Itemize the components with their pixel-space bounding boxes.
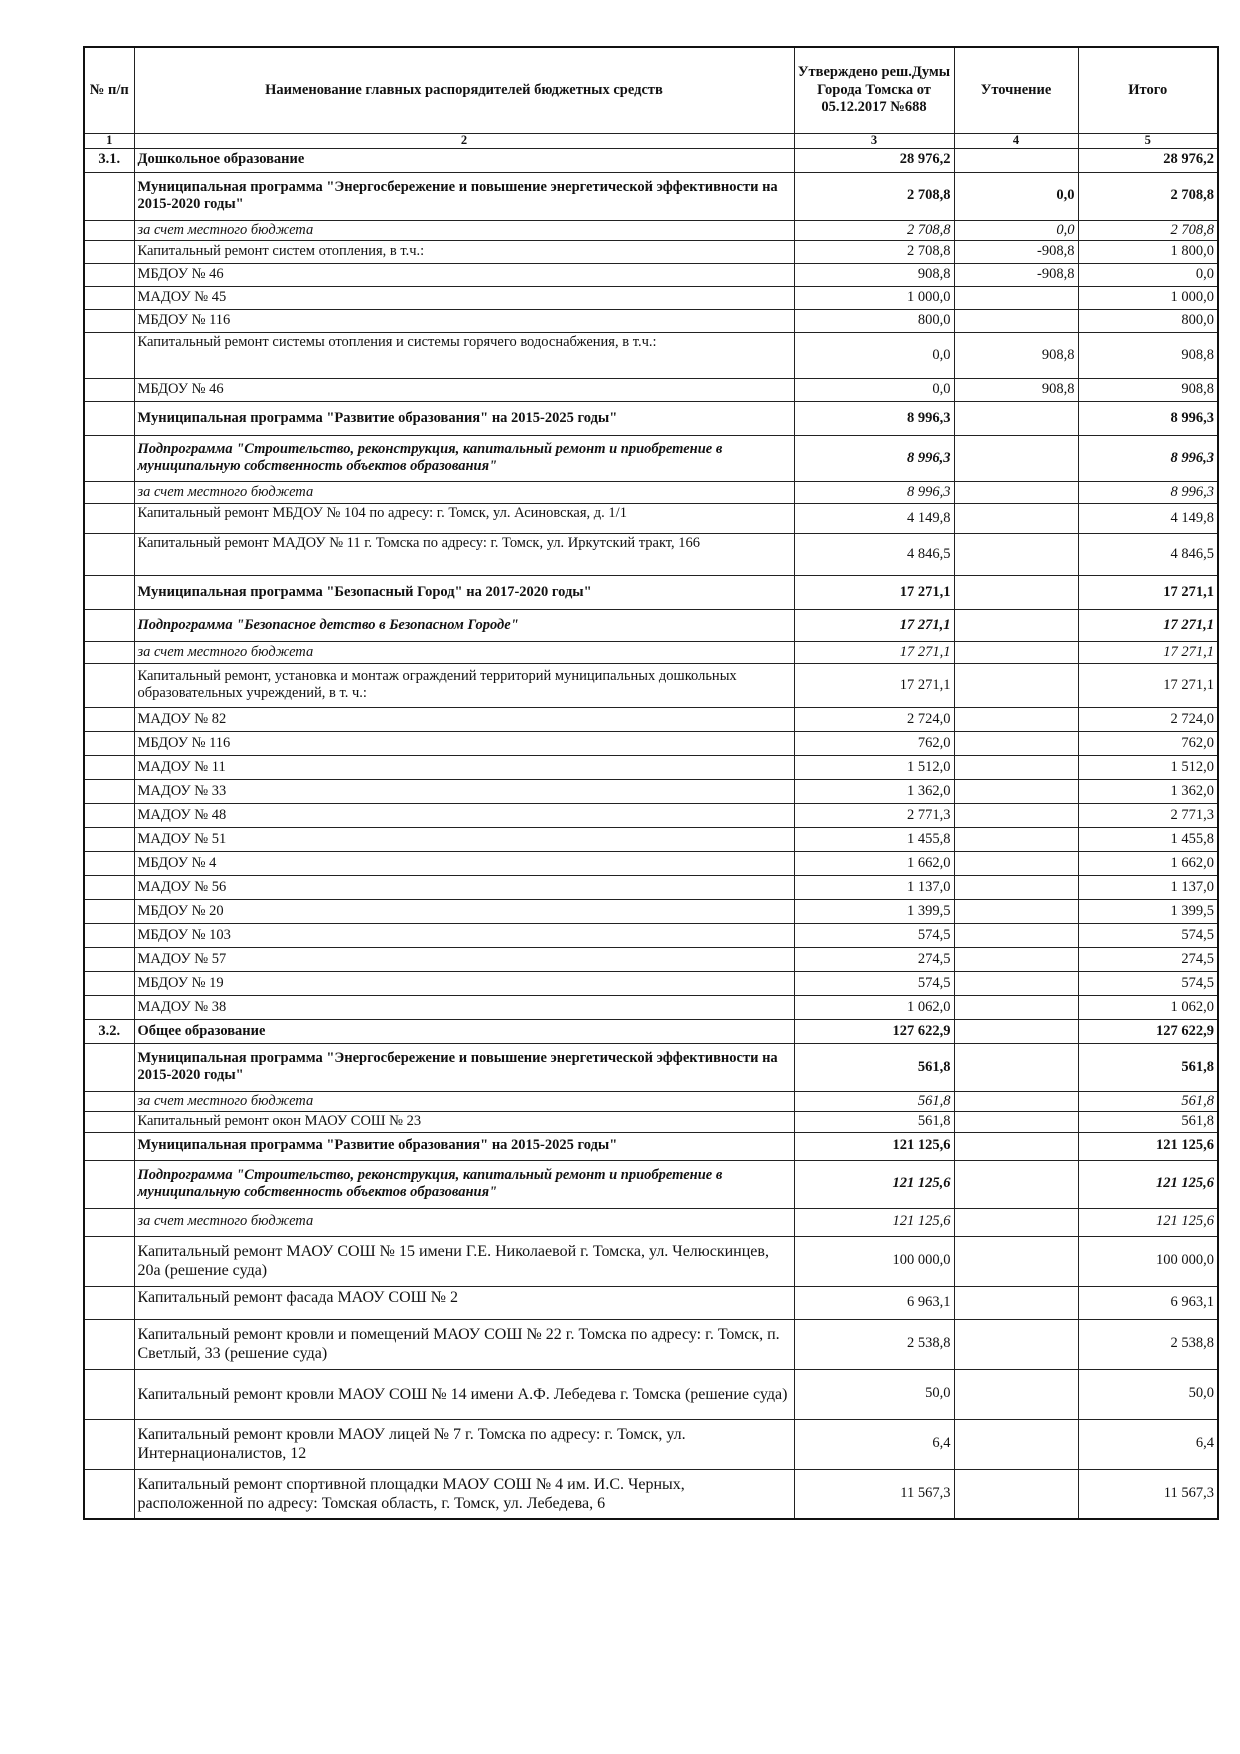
- row-number: [84, 378, 134, 401]
- table-row: [84, 1236, 1218, 1286]
- table-row: [84, 263, 1218, 286]
- row-name: МБДОУ № 116: [134, 309, 794, 332]
- row-number: [84, 947, 134, 971]
- col-number-1: 1: [84, 133, 134, 148]
- row-total-value: 121 125,6: [1078, 1208, 1218, 1236]
- row-number: [84, 1208, 134, 1236]
- table-row: [84, 851, 1218, 875]
- row-change-value: [954, 609, 1078, 641]
- row-change-value: [954, 971, 1078, 995]
- row-name: МАДОУ № 38: [134, 995, 794, 1019]
- row-total-value: 274,5: [1078, 947, 1218, 971]
- table-row: [84, 1043, 1218, 1091]
- row-number: [84, 401, 134, 435]
- row-total-value: 17 271,1: [1078, 641, 1218, 663]
- row-approved-value: 28 976,2: [794, 148, 954, 172]
- row-name: Капитальный ремонт, установка и монтаж ограждений территорий муниципальных дошкольных образовательных учреждений, в т. ч.:: [134, 663, 794, 707]
- row-number: [84, 755, 134, 779]
- row-approved-value: 121 125,6: [794, 1208, 954, 1236]
- table-row: [84, 609, 1218, 641]
- row-name: МАДОУ № 11: [134, 755, 794, 779]
- row-name: МАДОУ № 56: [134, 875, 794, 899]
- row-approved-value: 574,5: [794, 971, 954, 995]
- row-number: [84, 575, 134, 609]
- table-row: [84, 503, 1218, 533]
- row-approved-value: 1 512,0: [794, 755, 954, 779]
- row-number: [84, 923, 134, 947]
- row-total-value: 574,5: [1078, 923, 1218, 947]
- row-name: МБДОУ № 46: [134, 263, 794, 286]
- row-total-value: 6,4: [1078, 1419, 1218, 1469]
- table-row: [84, 1112, 1218, 1132]
- row-approved-value: 17 271,1: [794, 641, 954, 663]
- row-change-value: [954, 309, 1078, 332]
- row-change-value: [954, 663, 1078, 707]
- table-row: [84, 947, 1218, 971]
- row-name: за счет местного бюджета: [134, 1208, 794, 1236]
- row-name: Капитальный ремонт системы отопления и системы горячего водоснабжения, в т.ч.:: [134, 332, 794, 378]
- row-name: Капитальный ремонт спортивной площадки МАОУ СОШ № 4 им. И.С. Черных, расположенной по адресу: Томская область, г. Томск, ул. Лебедева, 6: [134, 1469, 794, 1519]
- row-approved-value: 8 996,3: [794, 481, 954, 503]
- row-approved-value: 2 708,8: [794, 240, 954, 263]
- row-change-value: -908,8: [954, 263, 1078, 286]
- row-total-value: 908,8: [1078, 332, 1218, 378]
- row-total-value: 1 062,0: [1078, 995, 1218, 1019]
- row-change-value: [954, 1286, 1078, 1319]
- row-name: Подпрограмма "Безопасное детство в Безопасном Городе": [134, 609, 794, 641]
- row-total-value: 2 538,8: [1078, 1319, 1218, 1369]
- row-number: [84, 827, 134, 851]
- row-total-value: 561,8: [1078, 1043, 1218, 1091]
- row-total-value: 17 271,1: [1078, 663, 1218, 707]
- row-name: Капитальный ремонт МБДОУ № 104 по адресу: г. Томск, ул. Асиновская, д. 1/1: [134, 503, 794, 533]
- col-header-number: № п/п: [84, 47, 134, 133]
- row-total-value: 1 512,0: [1078, 755, 1218, 779]
- row-total-value: 17 271,1: [1078, 609, 1218, 641]
- row-change-value: [954, 851, 1078, 875]
- row-total-value: 8 996,3: [1078, 401, 1218, 435]
- row-number: [84, 1286, 134, 1319]
- row-name: МБДОУ № 20: [134, 899, 794, 923]
- row-name: МАДОУ № 45: [134, 286, 794, 309]
- row-name: за счет местного бюджета: [134, 641, 794, 663]
- table-row: [84, 172, 1218, 220]
- row-number: [84, 899, 134, 923]
- row-change-value: [954, 286, 1078, 309]
- row-name: Муниципальная программа "Развитие образования" на 2015-2025 годы": [134, 401, 794, 435]
- row-number: [84, 1132, 134, 1160]
- row-name: Капитальный ремонт кровли МАОУ СОШ № 14 имени А.Ф. Лебедева г. Томска (решение суда): [134, 1369, 794, 1419]
- row-total-value: 1 662,0: [1078, 851, 1218, 875]
- row-approved-value: 1 137,0: [794, 875, 954, 899]
- row-number: [84, 1043, 134, 1091]
- row-name: МАДОУ № 82: [134, 707, 794, 731]
- table-row: [84, 1369, 1218, 1419]
- row-total-value: 1 137,0: [1078, 875, 1218, 899]
- row-total-value: 121 125,6: [1078, 1132, 1218, 1160]
- row-approved-value: 8 996,3: [794, 435, 954, 481]
- table-row: [84, 663, 1218, 707]
- row-number: [84, 481, 134, 503]
- row-total-value: 121 125,6: [1078, 1160, 1218, 1208]
- row-approved-value: 1 455,8: [794, 827, 954, 851]
- table-row: [84, 309, 1218, 332]
- header-row: [84, 47, 1218, 133]
- row-number: [84, 1160, 134, 1208]
- row-name: за счет местного бюджета: [134, 1091, 794, 1111]
- row-name: МАДОУ № 33: [134, 779, 794, 803]
- table-row: [84, 1208, 1218, 1236]
- row-total-value: 1 455,8: [1078, 827, 1218, 851]
- row-number: [84, 707, 134, 731]
- row-number: [84, 220, 134, 240]
- row-number: [84, 641, 134, 663]
- row-change-value: 0,0: [954, 172, 1078, 220]
- row-name: Капитальный ремонт систем отопления, в т.ч.:: [134, 240, 794, 263]
- row-number: [84, 851, 134, 875]
- row-name: МАДОУ № 57: [134, 947, 794, 971]
- row-change-value: [954, 1469, 1078, 1519]
- row-number: [84, 1319, 134, 1369]
- row-total-value: 127 622,9: [1078, 1019, 1218, 1043]
- row-approved-value: 762,0: [794, 731, 954, 755]
- col-number-5: 5: [1078, 133, 1218, 148]
- row-total-value: 0,0: [1078, 263, 1218, 286]
- row-number: [84, 875, 134, 899]
- row-number: [84, 803, 134, 827]
- row-name: Муниципальная программа "Безопасный Город" на 2017-2020 годы": [134, 575, 794, 609]
- row-change-value: 0,0: [954, 220, 1078, 240]
- row-approved-value: 2 708,8: [794, 172, 954, 220]
- table-row: [84, 378, 1218, 401]
- budget-table-body: [84, 148, 1218, 1519]
- row-number: [84, 1236, 134, 1286]
- table-row: [84, 731, 1218, 755]
- row-name: Капитальный ремонт кровли МАОУ лицей № 7 г. Томска по адресу: г. Томск, ул. Интернационалистов, 12: [134, 1419, 794, 1469]
- col-header-total: Итого: [1078, 47, 1218, 133]
- row-total-value: 28 976,2: [1078, 148, 1218, 172]
- table-row: [84, 875, 1218, 899]
- budget-document-page: [83, 46, 1217, 1520]
- row-change-value: [954, 755, 1078, 779]
- row-approved-value: 8 996,3: [794, 401, 954, 435]
- row-total-value: 908,8: [1078, 378, 1218, 401]
- row-total-value: 1 800,0: [1078, 240, 1218, 263]
- row-name: Подпрограмма "Строительство, реконструкция, капитальный ремонт и приобретение в муниципальную собственность объектов образования": [134, 1160, 794, 1208]
- row-change-value: [954, 148, 1078, 172]
- row-total-value: 2 771,3: [1078, 803, 1218, 827]
- row-number: [84, 663, 134, 707]
- row-number: [84, 1469, 134, 1519]
- row-name: за счет местного бюджета: [134, 220, 794, 240]
- row-change-value: [954, 1019, 1078, 1043]
- row-total-value: 561,8: [1078, 1091, 1218, 1111]
- row-number: [84, 332, 134, 378]
- row-name: Муниципальная программа "Энергосбережение и повышение энергетической эффективности на 2015-2020 годы": [134, 172, 794, 220]
- row-name: МАДОУ № 48: [134, 803, 794, 827]
- row-name: Муниципальная программа "Энергосбережение и повышение энергетической эффективности на 2015-2020 годы": [134, 1043, 794, 1091]
- row-name: Капитальный ремонт окон МАОУ СОШ № 23: [134, 1112, 794, 1132]
- table-row: [84, 827, 1218, 851]
- budget-table: [83, 46, 1219, 1520]
- table-row: [84, 1160, 1218, 1208]
- row-number: [84, 503, 134, 533]
- row-approved-value: 11 567,3: [794, 1469, 954, 1519]
- row-change-value: [954, 707, 1078, 731]
- row-approved-value: 2 538,8: [794, 1319, 954, 1369]
- row-change-value: [954, 1319, 1078, 1369]
- row-name: МБДОУ № 116: [134, 731, 794, 755]
- row-approved-value: 574,5: [794, 923, 954, 947]
- row-change-value: [954, 435, 1078, 481]
- row-number: [84, 1112, 134, 1132]
- row-total-value: 800,0: [1078, 309, 1218, 332]
- table-row: [84, 1319, 1218, 1369]
- row-name: Капитальный ремонт МАОУ СОШ № 15 имени Г.Е. Николаевой г. Томска, ул. Челюскинцев, 20а (решение суда): [134, 1236, 794, 1286]
- row-number: [84, 309, 134, 332]
- row-change-value: [954, 947, 1078, 971]
- row-approved-value: 2 724,0: [794, 707, 954, 731]
- row-approved-value: 2 771,3: [794, 803, 954, 827]
- table-row: [84, 707, 1218, 731]
- row-change-value: [954, 995, 1078, 1019]
- row-change-value: [954, 575, 1078, 609]
- row-number: [84, 533, 134, 575]
- table-row: [84, 481, 1218, 503]
- row-total-value: 2 708,8: [1078, 220, 1218, 240]
- table-row: [84, 923, 1218, 947]
- row-change-value: [954, 1160, 1078, 1208]
- col-header-change: Уточнение: [954, 47, 1078, 133]
- table-row: [84, 332, 1218, 378]
- row-approved-value: 4 846,5: [794, 533, 954, 575]
- row-change-value: -908,8: [954, 240, 1078, 263]
- row-number: [84, 971, 134, 995]
- table-row: [84, 240, 1218, 263]
- row-change-value: [954, 875, 1078, 899]
- row-number: 3.1.: [84, 148, 134, 172]
- row-total-value: 8 996,3: [1078, 481, 1218, 503]
- row-approved-value: 50,0: [794, 1369, 954, 1419]
- row-change-value: [954, 481, 1078, 503]
- row-number: [84, 1419, 134, 1469]
- row-change-value: [954, 503, 1078, 533]
- row-name: Капитальный ремонт МАДОУ № 11 г. Томска по адресу: г. Томск, ул. Иркутский тракт, 166: [134, 533, 794, 575]
- row-number: [84, 286, 134, 309]
- row-change-value: [954, 1091, 1078, 1111]
- row-name: Дошкольное образование: [134, 148, 794, 172]
- row-change-value: [954, 923, 1078, 947]
- row-approved-value: 121 125,6: [794, 1132, 954, 1160]
- row-change-value: [954, 401, 1078, 435]
- table-row: [84, 779, 1218, 803]
- row-approved-value: 800,0: [794, 309, 954, 332]
- row-number: [84, 172, 134, 220]
- row-name: МБДОУ № 19: [134, 971, 794, 995]
- row-name: МАДОУ № 51: [134, 827, 794, 851]
- row-approved-value: 908,8: [794, 263, 954, 286]
- table-row: [84, 575, 1218, 609]
- row-change-value: 908,8: [954, 332, 1078, 378]
- row-name: Капитальный ремонт фасада МАОУ СОШ № 2: [134, 1286, 794, 1319]
- row-change-value: [954, 1112, 1078, 1132]
- table-row: [84, 1132, 1218, 1160]
- row-total-value: 17 271,1: [1078, 575, 1218, 609]
- row-number: 3.2.: [84, 1019, 134, 1043]
- row-number: [84, 1091, 134, 1111]
- row-approved-value: 4 149,8: [794, 503, 954, 533]
- row-approved-value: 17 271,1: [794, 663, 954, 707]
- row-change-value: [954, 803, 1078, 827]
- row-change-value: [954, 1043, 1078, 1091]
- col-header-name: Наименование главных распорядителей бюджетных средств: [134, 47, 794, 133]
- row-name: Капитальный ремонт кровли и помещений МАОУ СОШ № 22 г. Томска по адресу: г. Томск, п. Светлый, 33 (решение суда): [134, 1319, 794, 1369]
- table-row: [84, 1286, 1218, 1319]
- row-total-value: 11 567,3: [1078, 1469, 1218, 1519]
- row-approved-value: 100 000,0: [794, 1236, 954, 1286]
- col-header-approved: Утверждено реш.Думы Города Томска от 05.12.2017 №688: [794, 47, 954, 133]
- row-total-value: 50,0: [1078, 1369, 1218, 1419]
- row-total-value: 6 963,1: [1078, 1286, 1218, 1319]
- row-number: [84, 263, 134, 286]
- row-total-value: 100 000,0: [1078, 1236, 1218, 1286]
- row-change-value: [954, 533, 1078, 575]
- col-number-4: 4: [954, 133, 1078, 148]
- row-change-value: 908,8: [954, 378, 1078, 401]
- row-change-value: [954, 1132, 1078, 1160]
- row-change-value: [954, 641, 1078, 663]
- col-number-2: 2: [134, 133, 794, 148]
- row-approved-value: 6 963,1: [794, 1286, 954, 1319]
- row-total-value: 2 724,0: [1078, 707, 1218, 731]
- table-row: [84, 1419, 1218, 1469]
- row-change-value: [954, 1236, 1078, 1286]
- table-row: [84, 533, 1218, 575]
- table-row: [84, 899, 1218, 923]
- row-approved-value: 127 622,9: [794, 1019, 954, 1043]
- row-approved-value: 561,8: [794, 1091, 954, 1111]
- row-number: [84, 779, 134, 803]
- row-approved-value: 1 362,0: [794, 779, 954, 803]
- row-change-value: [954, 1419, 1078, 1469]
- row-name: МБДОУ № 4: [134, 851, 794, 875]
- row-approved-value: 121 125,6: [794, 1160, 954, 1208]
- row-approved-value: 274,5: [794, 947, 954, 971]
- row-total-value: 2 708,8: [1078, 172, 1218, 220]
- table-row: [84, 220, 1218, 240]
- row-number: [84, 1369, 134, 1419]
- row-name: Подпрограмма "Строительство, реконструкция, капитальный ремонт и приобретение в муниципальную собственность объектов образования": [134, 435, 794, 481]
- row-number: [84, 731, 134, 755]
- col-number-3: 3: [794, 133, 954, 148]
- row-total-value: 1 362,0: [1078, 779, 1218, 803]
- row-approved-value: 561,8: [794, 1112, 954, 1132]
- row-change-value: [954, 899, 1078, 923]
- row-total-value: 561,8: [1078, 1112, 1218, 1132]
- table-row: [84, 641, 1218, 663]
- table-row: [84, 148, 1218, 172]
- table-row: [84, 995, 1218, 1019]
- row-change-value: [954, 731, 1078, 755]
- row-name: Муниципальная программа "Развитие образования" на 2015-2025 годы": [134, 1132, 794, 1160]
- row-approved-value: 0,0: [794, 378, 954, 401]
- row-total-value: 1 399,5: [1078, 899, 1218, 923]
- table-row: [84, 971, 1218, 995]
- row-change-value: [954, 1369, 1078, 1419]
- row-name: МБДОУ № 103: [134, 923, 794, 947]
- row-name: за счет местного бюджета: [134, 481, 794, 503]
- row-number: [84, 995, 134, 1019]
- row-approved-value: 1 000,0: [794, 286, 954, 309]
- table-row: [84, 755, 1218, 779]
- row-total-value: 4 149,8: [1078, 503, 1218, 533]
- row-name: МБДОУ № 46: [134, 378, 794, 401]
- table-row: [84, 286, 1218, 309]
- row-approved-value: 561,8: [794, 1043, 954, 1091]
- row-approved-value: 1 062,0: [794, 995, 954, 1019]
- column-number-row: [84, 133, 1218, 148]
- row-total-value: 574,5: [1078, 971, 1218, 995]
- row-number: [84, 609, 134, 641]
- table-row: [84, 1019, 1218, 1043]
- table-row: [84, 1091, 1218, 1111]
- table-row: [84, 435, 1218, 481]
- table-row: [84, 803, 1218, 827]
- table-row: [84, 401, 1218, 435]
- row-change-value: [954, 827, 1078, 851]
- row-number: [84, 240, 134, 263]
- row-total-value: 762,0: [1078, 731, 1218, 755]
- row-change-value: [954, 1208, 1078, 1236]
- row-approved-value: 2 708,8: [794, 220, 954, 240]
- row-number: [84, 435, 134, 481]
- row-name: Общее образование: [134, 1019, 794, 1043]
- row-approved-value: 17 271,1: [794, 575, 954, 609]
- row-approved-value: 1 662,0: [794, 851, 954, 875]
- row-approved-value: 17 271,1: [794, 609, 954, 641]
- row-total-value: 1 000,0: [1078, 286, 1218, 309]
- row-approved-value: 6,4: [794, 1419, 954, 1469]
- row-approved-value: 1 399,5: [794, 899, 954, 923]
- table-row: [84, 1469, 1218, 1519]
- row-total-value: 4 846,5: [1078, 533, 1218, 575]
- row-approved-value: 0,0: [794, 332, 954, 378]
- row-total-value: 8 996,3: [1078, 435, 1218, 481]
- row-change-value: [954, 779, 1078, 803]
